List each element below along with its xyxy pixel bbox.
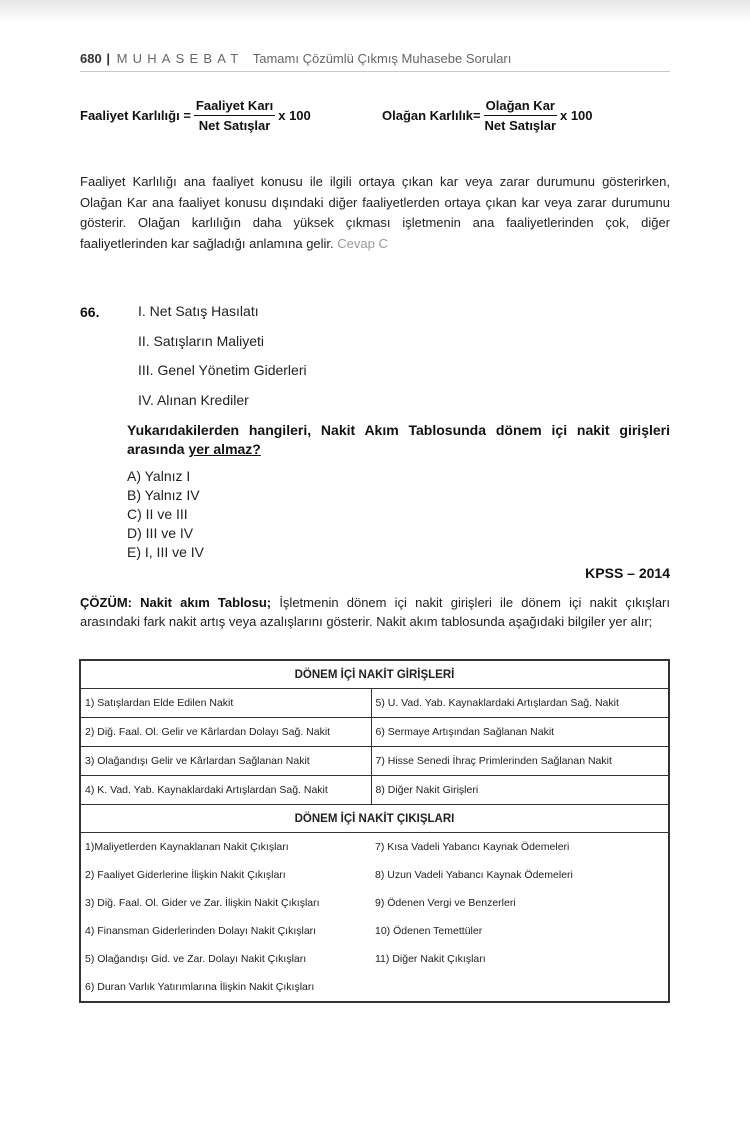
outflow-item: 3) Diğ. Faal. Ol. Gider ve Zar. İlişkin Nakit Çıkışları [85,897,320,909]
formula-operating-profitability [80,98,311,133]
solution-paragraph [80,593,670,631]
inflow-item: 3) Olağandışı Gelir ve Kârlardan Sağlanan Nakit [80,747,371,776]
subject-title: MUHASEBAT [116,51,244,66]
outflow-item [371,973,669,1002]
outflow-item: 4) Finansman Giderlerinden Dolayı Nakit Çıkışları [85,925,317,937]
question-item: III. Genel Yönetim Giderleri [138,362,307,378]
formula-factor: x 100 [559,108,593,123]
table-row [80,917,669,945]
page-number: 680 [80,51,102,66]
question-item: II. Satışların Maliyeti [138,332,265,349]
solution-lead: Nakit akım Tablosu; [140,595,272,610]
header-separator: | [106,51,110,66]
formula-fraction [484,98,557,133]
exam-source: KPSS – 2014 [585,565,670,581]
outflow-item: 10) Ödenen Temettüler [375,925,483,937]
outflow-item: 8) Uzun Vadeli Yabancı Kaynak Ödemeleri [375,869,573,881]
inflow-item: 6) Sermaye Artışından Sağlanan Nakit [371,718,669,747]
question-stem-underlined: yer almaz? [188,441,261,457]
table-row [80,973,669,1002]
formula-numerator: Faaliyet Karı [194,98,275,116]
outflow-item: 7) Kısa Vadeli Yabancı Kaynak Ödemeleri [375,841,570,853]
inflow-item: 4) K. Vad. Yab. Kaynaklardaki Artışlardan Sağ. Nakit [80,776,371,805]
table-row [80,889,669,917]
table-row [80,747,669,776]
answer-options [127,467,204,562]
formula-ordinary-profitability [382,98,593,133]
outflow-item: 2) Faaliyet Giderlerine İlişkin Nakit Çıkışları [85,869,286,881]
formula-numerator: Olağan Kar [484,98,557,116]
page-header [80,51,670,66]
inflow-item: 2) Diğ. Faal. Ol. Gelir ve Kârlardan Dolayı Sağ. Nakit [80,718,371,747]
solution-text: İşletmenin dönem içi nakit girişleri ile dönem içi nakit çıkışları arasındaki fark nakit artış veya azalışlarını gösterir. Nakit akım tablosunda aşağıdaki bilgiler yer alır; [80,595,670,629]
header-rule [80,71,670,72]
explanation-text: Faaliyet Karlılığı ana faaliyet konusu ile ilgili ortaya çıkan kar veya zarar durumunu gösterirken, Olağan Kar ana faaliyet konusu dışındaki diğer faaliyetlerden ortaya çıkan kar veya zarar durumunu gösterir. Olağan karlılığın daha yüksek çıkması işletmenin ana faaliyetlerinden çok, diğer faaliyetlerinden kar sağladığı anlamına gelir. [80,174,670,251]
outflow-item: 5) Olağandışı Gid. ve Zar. Dolayı Nakit Çıkışları [85,953,307,965]
question-stem-text: Yukarıdakilerden hangileri, Nakit Akım Tablosunda dönem içi nakit girişleri arasında [127,422,670,457]
option-a: A) Yalnız I [127,468,191,484]
outflow-item: 1)Maliyetlerden Kaynaklanan Nakit Çıkışları [85,841,289,853]
formula-denominator: Net Satışlar [198,118,271,133]
table-row [80,776,669,805]
option-d: D) III ve IV [127,525,194,541]
option-b: B) Yalnız IV [127,487,200,503]
inflow-item: 1) Satışlardan Elde Edilen Nakit [80,689,371,718]
outflow-item: 9) Ödenen Vergi ve Benzerleri [375,897,516,909]
table-row [80,945,669,973]
outflow-item: 11) Diğer Nakit Çıkışları [375,953,486,965]
cash-flow-table [79,659,670,1003]
option-c: C) II ve III [127,506,188,522]
table-row [80,861,669,889]
top-shadow [0,0,750,22]
explanation-paragraph [80,172,670,254]
inflows-header: DÖNEM İÇİ NAKİT GİRİŞLERİ [80,660,669,689]
formula-lhs: Olağan Karlılık= [382,108,481,123]
solution-label: ÇÖZÜM: [80,595,132,610]
inflow-item: 7) Hisse Senedi İhraç Primlerinden Sağlanan Nakit [371,747,669,776]
outflows-header: DÖNEM İÇİ NAKİT ÇIKIŞLARI [80,805,669,833]
question-number: 66. [80,304,100,320]
option-e: E) I, III ve IV [127,544,205,560]
question-stem [127,421,670,459]
formula-fraction [194,98,275,133]
inflow-item: 8) Diğer Nakit Girişleri [371,776,669,805]
formula-lhs: Faaliyet Karlılığı = [80,108,191,123]
table-row [80,689,669,718]
book-title: Tamamı Çözümlü Çıkmış Muhasebe Soruları [252,51,512,66]
inflow-item: 5) U. Vad. Yab. Kaynaklardaki Artışlardan Sağ. Nakit [371,689,669,718]
outflow-item: 6) Duran Varlık Yatırımlarına İlişkin Nakit Çıkışları [85,981,315,993]
answer-note: Cevap C [337,235,388,251]
question-items [138,303,307,421]
table-row [80,833,669,862]
question-item: I. Net Satış Hasılatı [138,303,259,319]
table-row [80,718,669,747]
question-item: IV. Alınan Krediler [138,391,249,408]
formula-denominator: Net Satışlar [484,118,557,133]
formula-factor: x 100 [278,108,311,123]
